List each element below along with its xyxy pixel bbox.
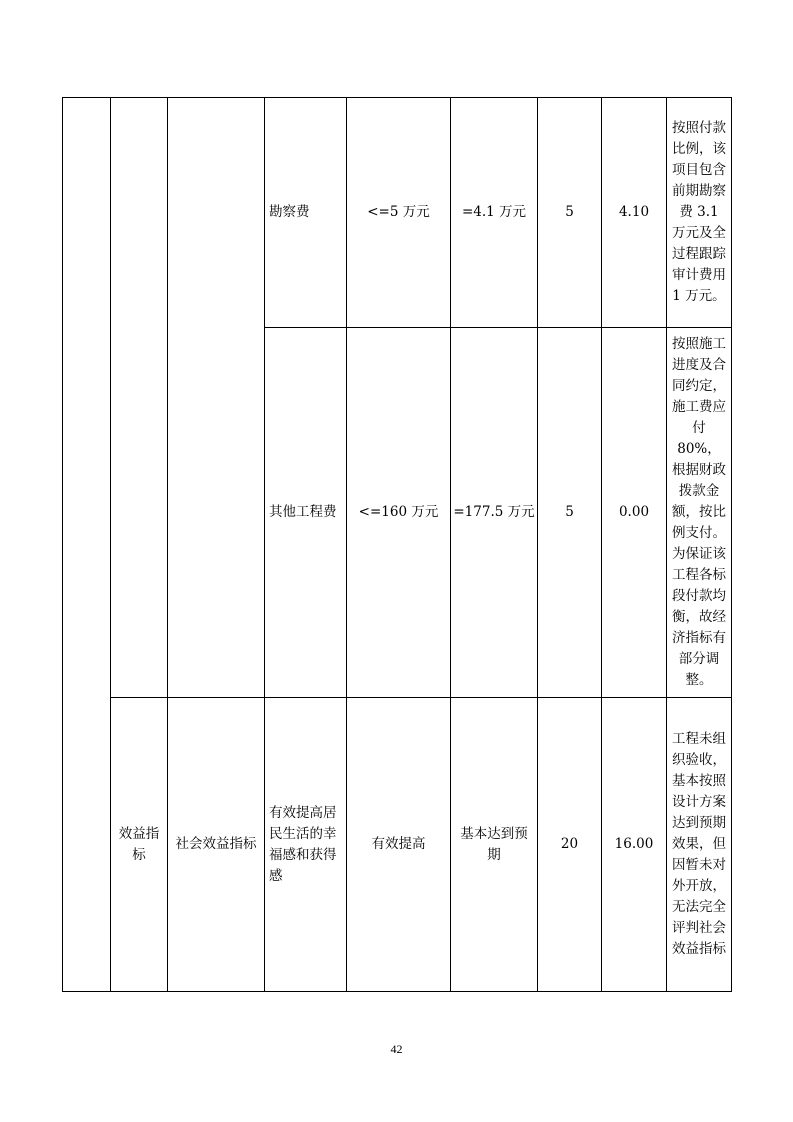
subcategory-cell <box>168 98 265 698</box>
table-row <box>63 98 732 328</box>
actual-cell: =4.1 万元 <box>451 98 538 328</box>
weight-cell: 20 <box>538 698 602 992</box>
indicator-cell: 其他工程费 <box>265 328 347 698</box>
table-row <box>63 698 732 992</box>
indicator-cell: 勘察费 <box>265 98 347 328</box>
score-cell: 0.00 <box>602 328 667 698</box>
target-cell: 有效提高 <box>347 698 451 992</box>
category-cell <box>111 98 168 698</box>
target-cell: <=5 万元 <box>347 98 451 328</box>
outer-category-cell <box>63 98 111 992</box>
note-cell: 工程未组织验收，基本按照设计方案达到预期效果，但因暂未对外开放，无法完全评判社会效益指标 <box>667 698 732 992</box>
weight-cell: 5 <box>538 98 602 328</box>
weight-cell: 5 <box>538 328 602 698</box>
category-cell: 效益指标 <box>111 698 168 992</box>
actual-cell: =177.5 万元 <box>451 328 538 698</box>
score-cell: 16.00 <box>602 698 667 992</box>
performance-table <box>62 97 732 992</box>
actual-cell: 基本达到预期 <box>451 698 538 992</box>
note-cell: 按照付款比例，该项目包含前期勘察费 3.1 万元及全过程跟踪审计费用 1 万元。 <box>667 98 732 328</box>
indicator-cell: 有效提高居民生活的幸福感和获得感 <box>265 698 347 992</box>
page-number: 42 <box>390 1042 403 1056</box>
score-cell: 4.10 <box>602 98 667 328</box>
note-cell: 按照施工进度及合同约定，施工费应付 80%，根据财政拨款金额，按比例支付。为保证该工程各标段付款均衡，故经济指标有部分调整。 <box>667 328 732 698</box>
subcategory-cell: 社会效益指标 <box>168 698 265 992</box>
target-cell: <=160 万元 <box>347 328 451 698</box>
